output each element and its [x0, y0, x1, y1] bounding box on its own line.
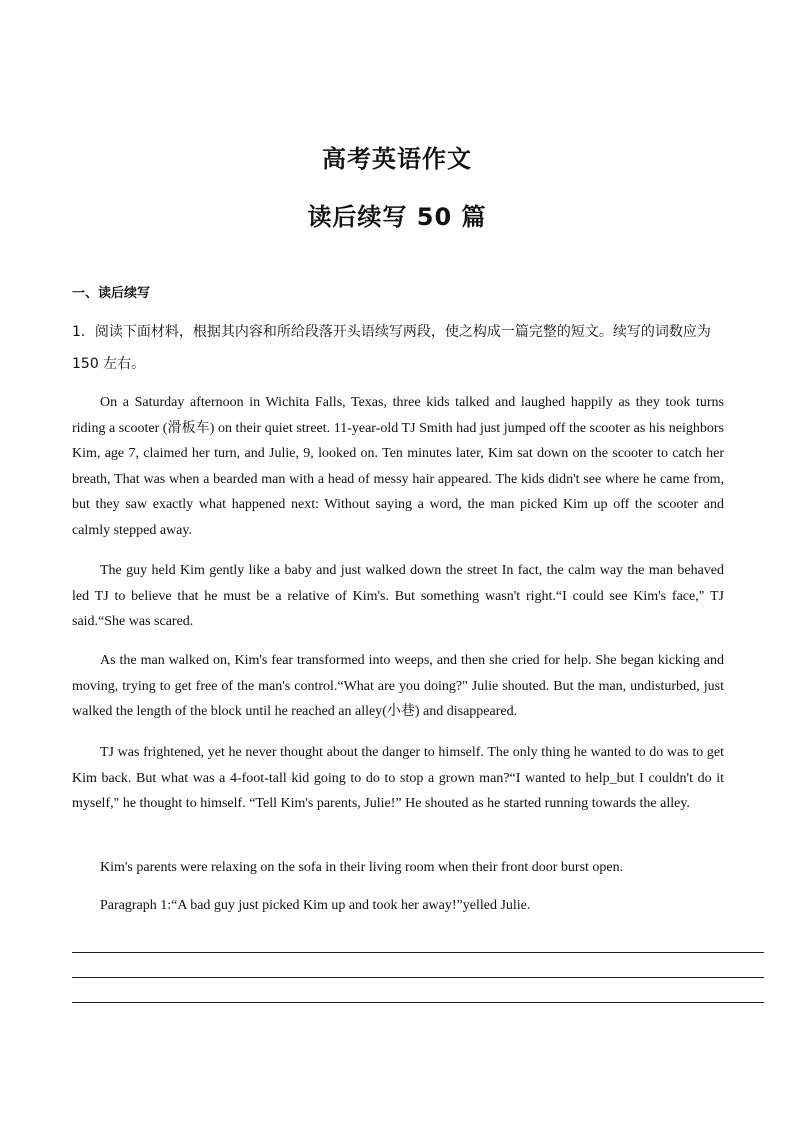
- answer-line: [72, 952, 764, 953]
- document-subtitle: 读后续写 50 篇: [307, 203, 487, 231]
- answer-line: [72, 977, 764, 978]
- passage-paragraph: The guy held Kim gently like a baby and just walked down the street In fact, the calm way the man behaved led TJ to believe that he must be a relative of Kim's. But something wasn't right.“I could see Kim's face," TJ said.“She was scared.: [72, 563, 724, 629]
- passage-paragraph: Kim's parents were relaxing on the sofa in their living room when their front door burst open.: [100, 860, 624, 875]
- section-heading: 一、读后续写: [72, 286, 151, 301]
- passage-paragraph: As the man walked on, Kim's fear transformed into weeps, and then she cried for help. She began kicking and moving, trying to get free of the man's control.“What are you doing?" Julie shouted. But the man, undisturbed, just walked the length of the block until he reached an alley(小巷) and disappeared.: [72, 653, 724, 719]
- answer-line: [72, 1002, 764, 1003]
- passage-paragraph: TJ was frightened, yet he never thought about the danger to himself. The only thing he wanted to do was to get Kim back. But what was a 4-foot-tall kid going to do to stop a grown man?“I wanted to help_but I couldn't do it myself," he thought to himself. “Tell Kim's parents, Julie!” He shouted as he started running towards the alley.: [72, 745, 724, 811]
- question-instruction: 1．阅读下面材料，根据其内容和所给段落开头语续写两段，使之构成一篇完整的短文。续写的词数应为 150 左右。: [72, 324, 711, 372]
- paragraph-prompt: Paragraph 1:“A bad guy just picked Kim up and took her away!”yelled Julie.: [100, 898, 531, 913]
- passage-paragraph: On a Saturday afternoon in Wichita Falls, Texas, three kids talked and laughed happily as they took turns riding a scooter (滑板车) on their quiet street. 11-year-old TJ Smith had just jumped off the scooter as his neighbors Kim, age 7, claimed her turn, and Julie, 9, looked on. Ten minutes later, Kim sat down on the scooter to catch her breath, That was when a bearded man with a head of messy hair appeared. The kids didn't see where he came from, but they saw exactly what happened next: Without saying a word, the man picked Kim up off the scooter and calmly stepped away.: [72, 395, 724, 538]
- document-title: 高考英语作文: [322, 145, 472, 173]
